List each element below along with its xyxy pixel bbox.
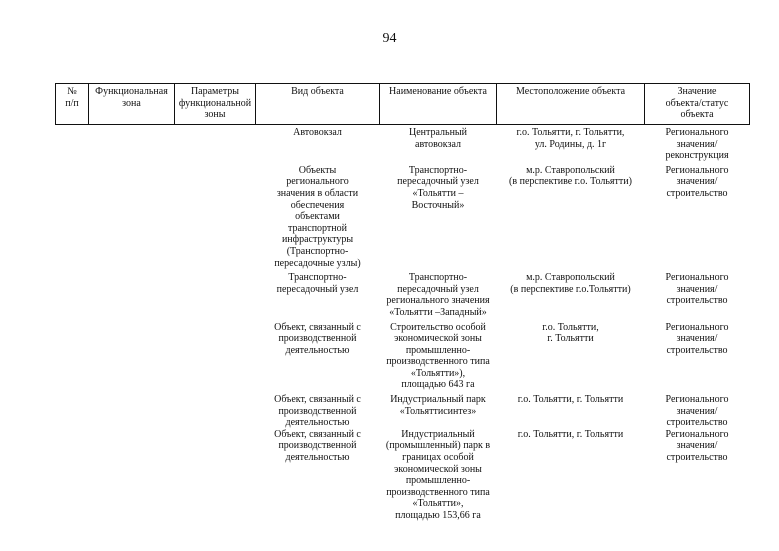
cell-location: г.о. Тольятти, г. Тольятти, ул. Родины, д. 1г [516,127,625,150]
cell-number [56,391,89,429]
cell-params [175,125,256,162]
cell-location: м.р. Ставропольский (в перспективе г.о. Тольятти) [509,164,632,188]
cell-number [56,429,89,522]
cell-type: Объекты регионального значения в области обеспечения объектами транспортной инфраструктуры (Транспортно- пересадочные узлы) [274,164,361,269]
cell-status: Регионального значения/ строительство [665,394,729,429]
header-zone-parameters: Параметры функциональной зоны [175,84,256,125]
cell-zone [89,319,175,392]
cell-type: Транспортно- пересадочный узел [276,272,359,295]
header-object-status: Значение объекта/статус объекта [645,84,750,125]
cell-status: Регионального значения/ строительство [665,321,729,356]
cell-type: Объект, связанный с производственной деятельностью [274,321,361,356]
cell-name: Транспортно- пересадочный узел «Тольятти – Восточный» [397,164,479,211]
cell-name: Центральный автовокзал [408,127,467,150]
cell-location: м.р. Ставропольский (в перспективе г.о.Тольятти) [510,272,631,295]
cell-number [56,269,89,318]
cell-status: Регионального значения/ реконструкция [665,127,729,162]
objects-table [55,83,750,522]
cell-params [175,319,256,392]
cell-params [175,391,256,429]
cell-zone [89,162,175,269]
cell-status: Регионального значения/ строительство [665,428,729,464]
cell-status: Регионального значения/ строительство [665,272,729,307]
table-row [56,319,750,392]
header-object-type: Вид объекта [256,84,380,125]
cell-zone [89,391,175,429]
cell-number [56,162,89,269]
cell-name: Транспортно- пересадочный узел регионального значения «Тольятти –Западный» [386,272,490,318]
cell-name: Строительство особой экономической зоны промышленно- производственного типа «Тольятти»), площадью 643 га [386,321,490,391]
table-row [56,162,750,269]
cell-type: Автовокзал [293,127,342,138]
cell-zone [89,429,175,522]
cell-location: г.о. Тольятти, г. Тольятти [517,394,624,406]
header-object-location: Местоположение объекта [497,84,645,125]
table-row [56,269,750,318]
cell-params [175,429,256,522]
cell-name: Индустриальный парк «Тольяттисинтез» [390,394,486,417]
cell-params [175,269,256,318]
cell-number [56,319,89,392]
cell-name: Индустриальный (промышленный) парк в границах особой экономической зоны промышленно- производственного типа «Тольятти», площадью 153,66 га [385,428,491,521]
cell-type: Объект, связанный с производственной деятельностью [274,394,361,429]
header-object-name: Наименование объекта [380,84,497,125]
table-row [56,125,750,162]
table-row [56,429,750,522]
cell-type: Объект, связанный с производственной деятельностью [274,428,361,464]
cell-zone [89,125,175,162]
cell-params [175,162,256,269]
page-number: 94 [382,31,397,46]
cell-status: Регионального значения/ строительство [665,164,729,199]
cell-number [56,125,89,162]
header-functional-zone: Функциональная зона [89,84,175,125]
table-row [56,391,750,429]
cell-location: г.о. Тольятти, г. Тольятти [542,321,599,345]
header-number: № п/п [56,84,89,125]
cell-location: г.о. Тольятти, г. Тольятти [517,428,624,440]
table-header-row [56,84,750,125]
cell-zone [89,269,175,318]
